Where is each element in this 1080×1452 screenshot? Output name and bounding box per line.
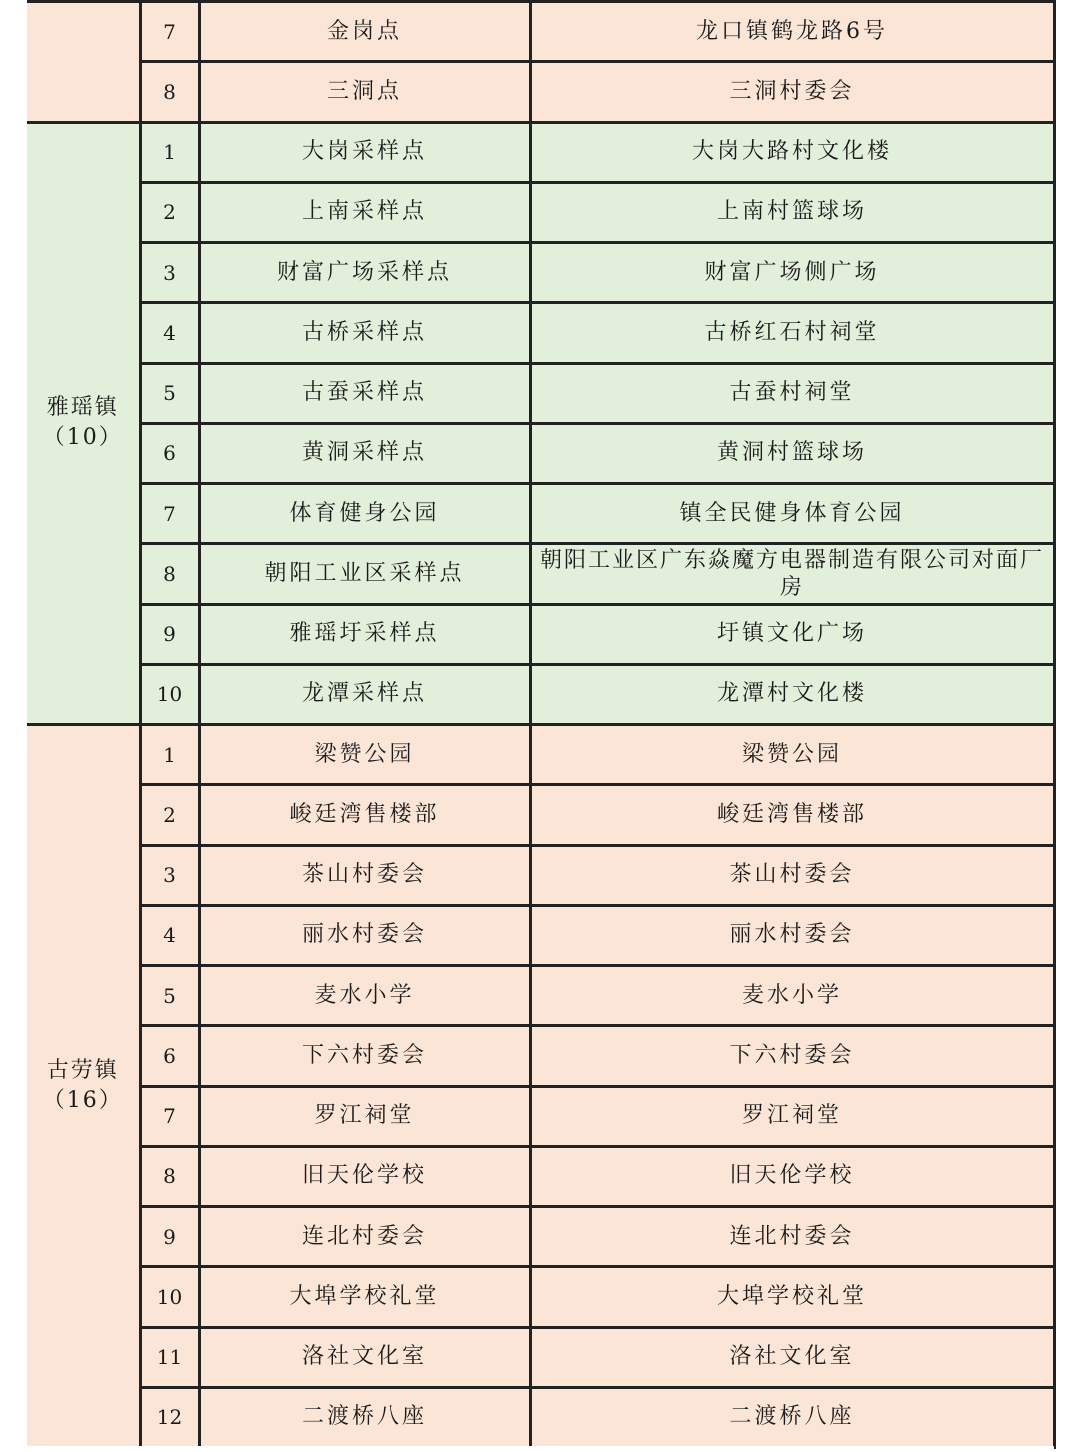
site-address: 下六村委会 bbox=[530, 1026, 1054, 1086]
row-number: 2 bbox=[140, 785, 199, 845]
table-row bbox=[27, 1207, 1054, 1267]
site-name: 三洞点 bbox=[199, 62, 530, 122]
table-row bbox=[27, 2, 1054, 62]
town-name: 古劳镇 bbox=[46, 1058, 119, 1083]
row-number: 11 bbox=[140, 1327, 199, 1387]
site-name: 古蚕采样点 bbox=[199, 363, 530, 423]
table-row bbox=[27, 725, 1054, 785]
table-row bbox=[27, 62, 1054, 122]
table-row bbox=[27, 966, 1054, 1026]
row-number: 12 bbox=[140, 1387, 199, 1447]
sampling-sites-table bbox=[27, 0, 1056, 1449]
site-name: 下六村委会 bbox=[199, 1026, 530, 1086]
site-name: 雅瑶圩采样点 bbox=[199, 604, 530, 664]
site-name: 大岗采样点 bbox=[199, 122, 530, 182]
site-address: 圩镇文化广场 bbox=[530, 604, 1054, 664]
table-row bbox=[27, 1026, 1054, 1086]
site-address: 旧天伦学校 bbox=[530, 1146, 1054, 1206]
site-address: 罗江祠堂 bbox=[530, 1086, 1054, 1146]
row-number: 10 bbox=[140, 664, 199, 724]
town-count: （16） bbox=[42, 1088, 123, 1113]
row-number: 8 bbox=[140, 544, 199, 604]
town-cell bbox=[27, 725, 140, 1448]
row-number: 4 bbox=[140, 303, 199, 363]
table-row bbox=[27, 363, 1054, 423]
table-row bbox=[27, 664, 1054, 724]
site-name: 大埠学校礼堂 bbox=[199, 1267, 530, 1327]
site-address: 财富广场侧广场 bbox=[530, 243, 1054, 303]
row-number: 5 bbox=[140, 363, 199, 423]
site-address: 朝阳工业区广东焱魔方电器制造有限公司对面厂房 bbox=[530, 544, 1054, 604]
site-address: 龙潭村文化楼 bbox=[530, 664, 1054, 724]
row-number: 7 bbox=[140, 1086, 199, 1146]
row-number: 3 bbox=[140, 243, 199, 303]
town-count: （10） bbox=[42, 425, 123, 451]
row-number: 4 bbox=[140, 905, 199, 965]
row-number: 10 bbox=[140, 1267, 199, 1327]
site-name: 丽水村委会 bbox=[199, 905, 530, 965]
site-address: 黄洞村篮球场 bbox=[530, 423, 1054, 483]
table-row bbox=[27, 243, 1054, 303]
table-row bbox=[27, 1267, 1054, 1327]
site-name: 旧天伦学校 bbox=[199, 1146, 530, 1206]
table-row bbox=[27, 1387, 1054, 1447]
site-name: 上南采样点 bbox=[199, 182, 530, 242]
table-row bbox=[27, 544, 1054, 604]
table-row bbox=[27, 785, 1054, 845]
table-row bbox=[27, 1146, 1054, 1206]
site-address: 三洞村委会 bbox=[530, 62, 1054, 122]
site-address: 大埠学校礼堂 bbox=[530, 1267, 1054, 1327]
site-address: 峻廷湾售楼部 bbox=[530, 785, 1054, 845]
table-row bbox=[27, 303, 1054, 363]
site-name: 财富广场采样点 bbox=[199, 243, 530, 303]
row-number: 9 bbox=[140, 604, 199, 664]
site-name: 茶山村委会 bbox=[199, 845, 530, 905]
town-cell bbox=[27, 2, 140, 123]
site-name: 朝阳工业区采样点 bbox=[199, 544, 530, 604]
row-number: 6 bbox=[140, 423, 199, 483]
site-address: 梁赞公园 bbox=[530, 725, 1054, 785]
site-name: 黄洞采样点 bbox=[199, 423, 530, 483]
row-number: 5 bbox=[140, 966, 199, 1026]
site-name: 金岗点 bbox=[199, 2, 530, 62]
row-number: 3 bbox=[140, 845, 199, 905]
site-name: 二渡桥八座 bbox=[199, 1387, 530, 1447]
table-row bbox=[27, 423, 1054, 483]
site-address: 古桥红石村祠堂 bbox=[530, 303, 1054, 363]
site-name: 龙潭采样点 bbox=[199, 664, 530, 724]
row-number: 1 bbox=[140, 122, 199, 182]
row-number: 8 bbox=[140, 62, 199, 122]
row-number: 7 bbox=[140, 484, 199, 544]
site-name: 峻廷湾售楼部 bbox=[199, 785, 530, 845]
table-row bbox=[27, 604, 1054, 664]
site-address: 麦水小学 bbox=[530, 966, 1054, 1026]
site-address: 茶山村委会 bbox=[530, 845, 1054, 905]
table-row bbox=[27, 905, 1054, 965]
site-name: 体育健身公园 bbox=[199, 484, 530, 544]
site-address: 古蚕村祠堂 bbox=[530, 363, 1054, 423]
site-address: 镇全民健身体育公园 bbox=[530, 484, 1054, 544]
row-number: 7 bbox=[140, 2, 199, 62]
site-address: 连北村委会 bbox=[530, 1207, 1054, 1267]
table-row bbox=[27, 182, 1054, 242]
site-address: 丽水村委会 bbox=[530, 905, 1054, 965]
table-row bbox=[27, 1327, 1054, 1387]
row-number: 1 bbox=[140, 725, 199, 785]
site-name: 洛社文化室 bbox=[199, 1327, 530, 1387]
row-number: 9 bbox=[140, 1207, 199, 1267]
table-row bbox=[27, 845, 1054, 905]
site-address: 大岗大路村文化楼 bbox=[530, 122, 1054, 182]
table-body bbox=[27, 2, 1054, 1448]
table-row bbox=[27, 122, 1054, 182]
site-name: 罗江祠堂 bbox=[199, 1086, 530, 1146]
site-address: 上南村篮球场 bbox=[530, 182, 1054, 242]
row-number: 6 bbox=[140, 1026, 199, 1086]
town-cell bbox=[27, 122, 140, 725]
table-row bbox=[27, 484, 1054, 544]
row-number: 2 bbox=[140, 182, 199, 242]
row-number: 8 bbox=[140, 1146, 199, 1206]
site-name: 麦水小学 bbox=[199, 966, 530, 1026]
town-name: 雅瑶镇 bbox=[46, 395, 119, 421]
bottom-strip bbox=[27, 1446, 1054, 1452]
site-address: 龙口镇鹤龙路6号 bbox=[530, 2, 1054, 62]
site-name: 古桥采样点 bbox=[199, 303, 530, 363]
site-address: 二渡桥八座 bbox=[530, 1387, 1054, 1447]
site-name: 连北村委会 bbox=[199, 1207, 530, 1267]
table-row bbox=[27, 1086, 1054, 1146]
site-name: 梁赞公园 bbox=[199, 725, 530, 785]
site-address: 洛社文化室 bbox=[530, 1327, 1054, 1387]
